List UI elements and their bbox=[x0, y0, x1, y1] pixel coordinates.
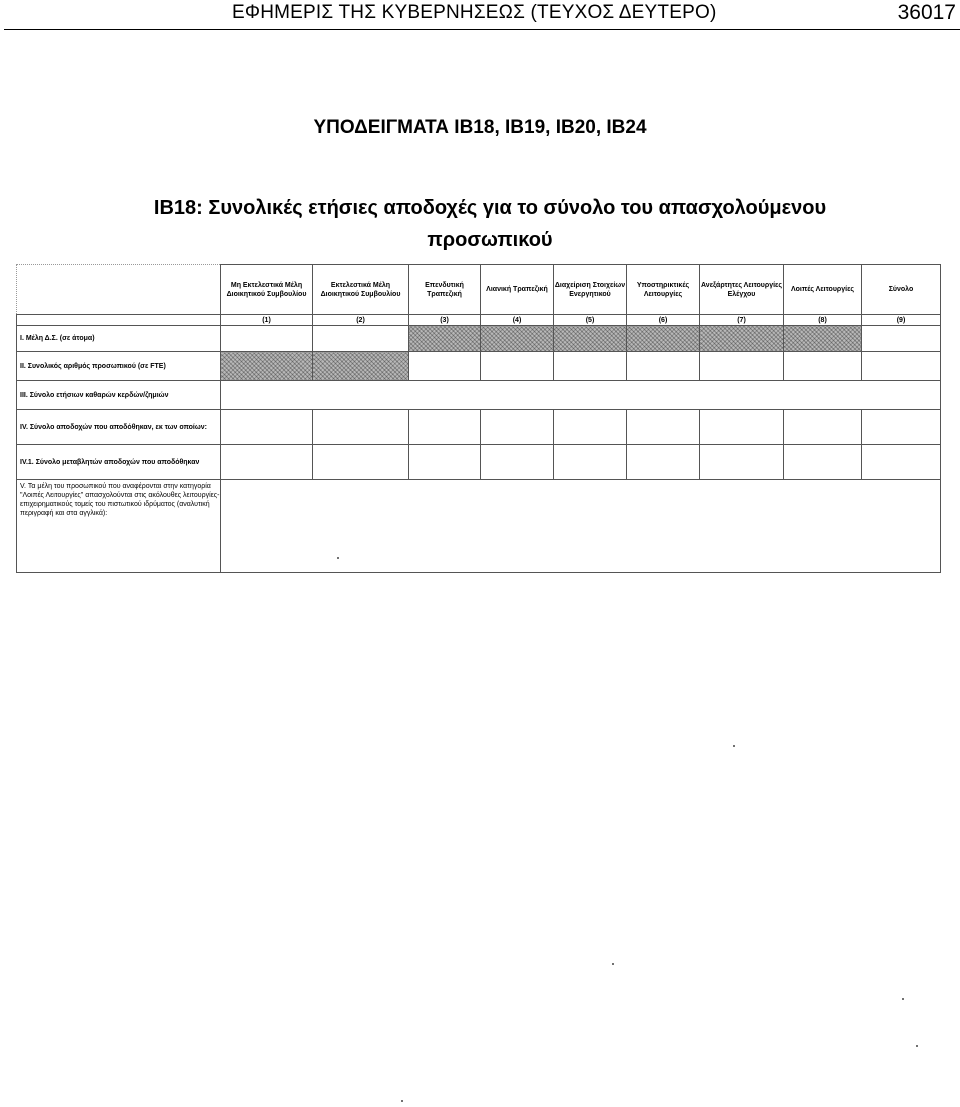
column-header: Εκτελεστικά Μέλη Διοικητικού Συμβουλίου bbox=[313, 265, 409, 315]
column-header: Ανεξάρτητες Λειτουργίες Ελέγχου bbox=[700, 265, 784, 315]
data-cell[interactable] bbox=[554, 352, 627, 381]
table-row bbox=[17, 352, 941, 381]
data-cell[interactable] bbox=[313, 410, 409, 445]
data-cell[interactable] bbox=[627, 410, 700, 445]
column-number: (8) bbox=[784, 315, 862, 326]
column-number-row bbox=[17, 315, 941, 326]
shaded-cell bbox=[627, 326, 700, 352]
row-label: IV.1. Σύνολο μεταβλητών αποδοχών που αποδόθηκαν bbox=[17, 445, 221, 480]
data-cell[interactable] bbox=[313, 445, 409, 480]
row-label: I. Μέλη Δ.Σ. (σε άτομα) bbox=[17, 326, 221, 352]
column-header: Λοιπές Λειτουργίες bbox=[784, 265, 862, 315]
shaded-cell bbox=[554, 326, 627, 352]
data-cell[interactable] bbox=[409, 445, 481, 480]
data-cell[interactable] bbox=[784, 445, 862, 480]
column-header: Λιανική Τραπεζική bbox=[481, 265, 554, 315]
gazette-title: ΕΦΗΜΕΡΙΣ ΤΗΣ ΚΥΒΕΡΝΗΣΕΩΣ (ΤΕΥΧΟΣ ΔΕΥΤΕΡΟ) bbox=[232, 2, 717, 23]
remuneration-table bbox=[16, 264, 941, 573]
data-cell[interactable] bbox=[784, 352, 862, 381]
document-title: ΥΠΟΔΕΙΓΜΑΤΑ ΙΒ18, ΙΒ19, ΙΒ20, ΙΒ24 bbox=[313, 117, 647, 138]
data-cell[interactable] bbox=[554, 410, 627, 445]
column-number: (9) bbox=[862, 315, 941, 326]
shaded-cell bbox=[481, 326, 554, 352]
corner-cell bbox=[17, 265, 221, 315]
data-cell[interactable] bbox=[409, 410, 481, 445]
data-cell[interactable] bbox=[221, 445, 313, 480]
data-cell[interactable] bbox=[221, 381, 941, 410]
column-number: (3) bbox=[409, 315, 481, 326]
data-cell[interactable] bbox=[409, 352, 481, 381]
column-header-row bbox=[17, 265, 941, 315]
empty-cell bbox=[17, 315, 221, 326]
shaded-cell bbox=[313, 352, 409, 381]
row-label: IV. Σύνολο αποδοχών που αποδόθηκαν, εκ των οποίων: bbox=[17, 410, 221, 445]
data-cell[interactable] bbox=[554, 445, 627, 480]
data-cell[interactable] bbox=[784, 410, 862, 445]
data-cell[interactable] bbox=[627, 352, 700, 381]
column-number: (7) bbox=[700, 315, 784, 326]
table-row bbox=[17, 326, 941, 352]
header-divider bbox=[4, 29, 960, 30]
form-subtitle: ΙΒ18: Συνολικές ετήσιες αποδοχές για το σύνολο του απασχολούμενου προσωπικού bbox=[153, 197, 827, 251]
data-cell[interactable] bbox=[221, 410, 313, 445]
data-cell[interactable] bbox=[700, 445, 784, 480]
column-header: Μη Εκτελεστικά Μέλη Διοικητικού Συμβουλίου bbox=[221, 265, 313, 315]
data-cell[interactable] bbox=[481, 410, 554, 445]
shaded-cell bbox=[700, 326, 784, 352]
data-cell[interactable] bbox=[862, 326, 941, 352]
row-label: III. Σύνολο ετήσιων καθαρών κερδών/ζημιών bbox=[17, 381, 221, 410]
table-row bbox=[17, 480, 941, 573]
data-cell[interactable] bbox=[313, 326, 409, 352]
data-cell[interactable] bbox=[481, 445, 554, 480]
shaded-cell bbox=[221, 352, 313, 381]
column-number: (4) bbox=[481, 315, 554, 326]
column-header: Διαχείριση Στοιχείων Ενεργητικού bbox=[554, 265, 627, 315]
column-number: (6) bbox=[627, 315, 700, 326]
page-number: 36017 bbox=[897, 1, 956, 24]
column-number: (5) bbox=[554, 315, 627, 326]
shaded-cell bbox=[409, 326, 481, 352]
data-cell[interactable] bbox=[862, 445, 941, 480]
data-cell[interactable] bbox=[221, 326, 313, 352]
data-cell[interactable] bbox=[481, 352, 554, 381]
data-cell[interactable] bbox=[700, 352, 784, 381]
data-cell[interactable] bbox=[862, 352, 941, 381]
row-label: II. Συνολικός αριθμός προσωπικού (σε FTE) bbox=[17, 352, 221, 381]
column-number: (1) bbox=[221, 315, 313, 326]
shaded-cell bbox=[784, 326, 862, 352]
table-row bbox=[17, 445, 941, 480]
table-row bbox=[17, 410, 941, 445]
table-row bbox=[17, 381, 941, 410]
column-header: Υποστηρικτικές Λειτουργίες bbox=[627, 265, 700, 315]
data-cell[interactable] bbox=[862, 410, 941, 445]
column-header: Επενδυτική Τραπεζική bbox=[409, 265, 481, 315]
column-header: Σύνολο bbox=[862, 265, 941, 315]
data-cell[interactable] bbox=[700, 410, 784, 445]
column-number: (2) bbox=[313, 315, 409, 326]
row-label: V. Τα μέλη του προσωπικού που αναφέρονται στην κατηγορία "Λοιπές Λειτουργίες" απασχολούνται στις ακόλουθες λειτουργίες- επιχειρηματικούς τομείς του πιστωτικού ιδρύματος (αναλυτική περιγραφή και στα αγγλικά): bbox=[17, 480, 221, 573]
data-cell[interactable] bbox=[221, 480, 941, 573]
data-cell[interactable] bbox=[627, 445, 700, 480]
page-header bbox=[0, 0, 960, 31]
